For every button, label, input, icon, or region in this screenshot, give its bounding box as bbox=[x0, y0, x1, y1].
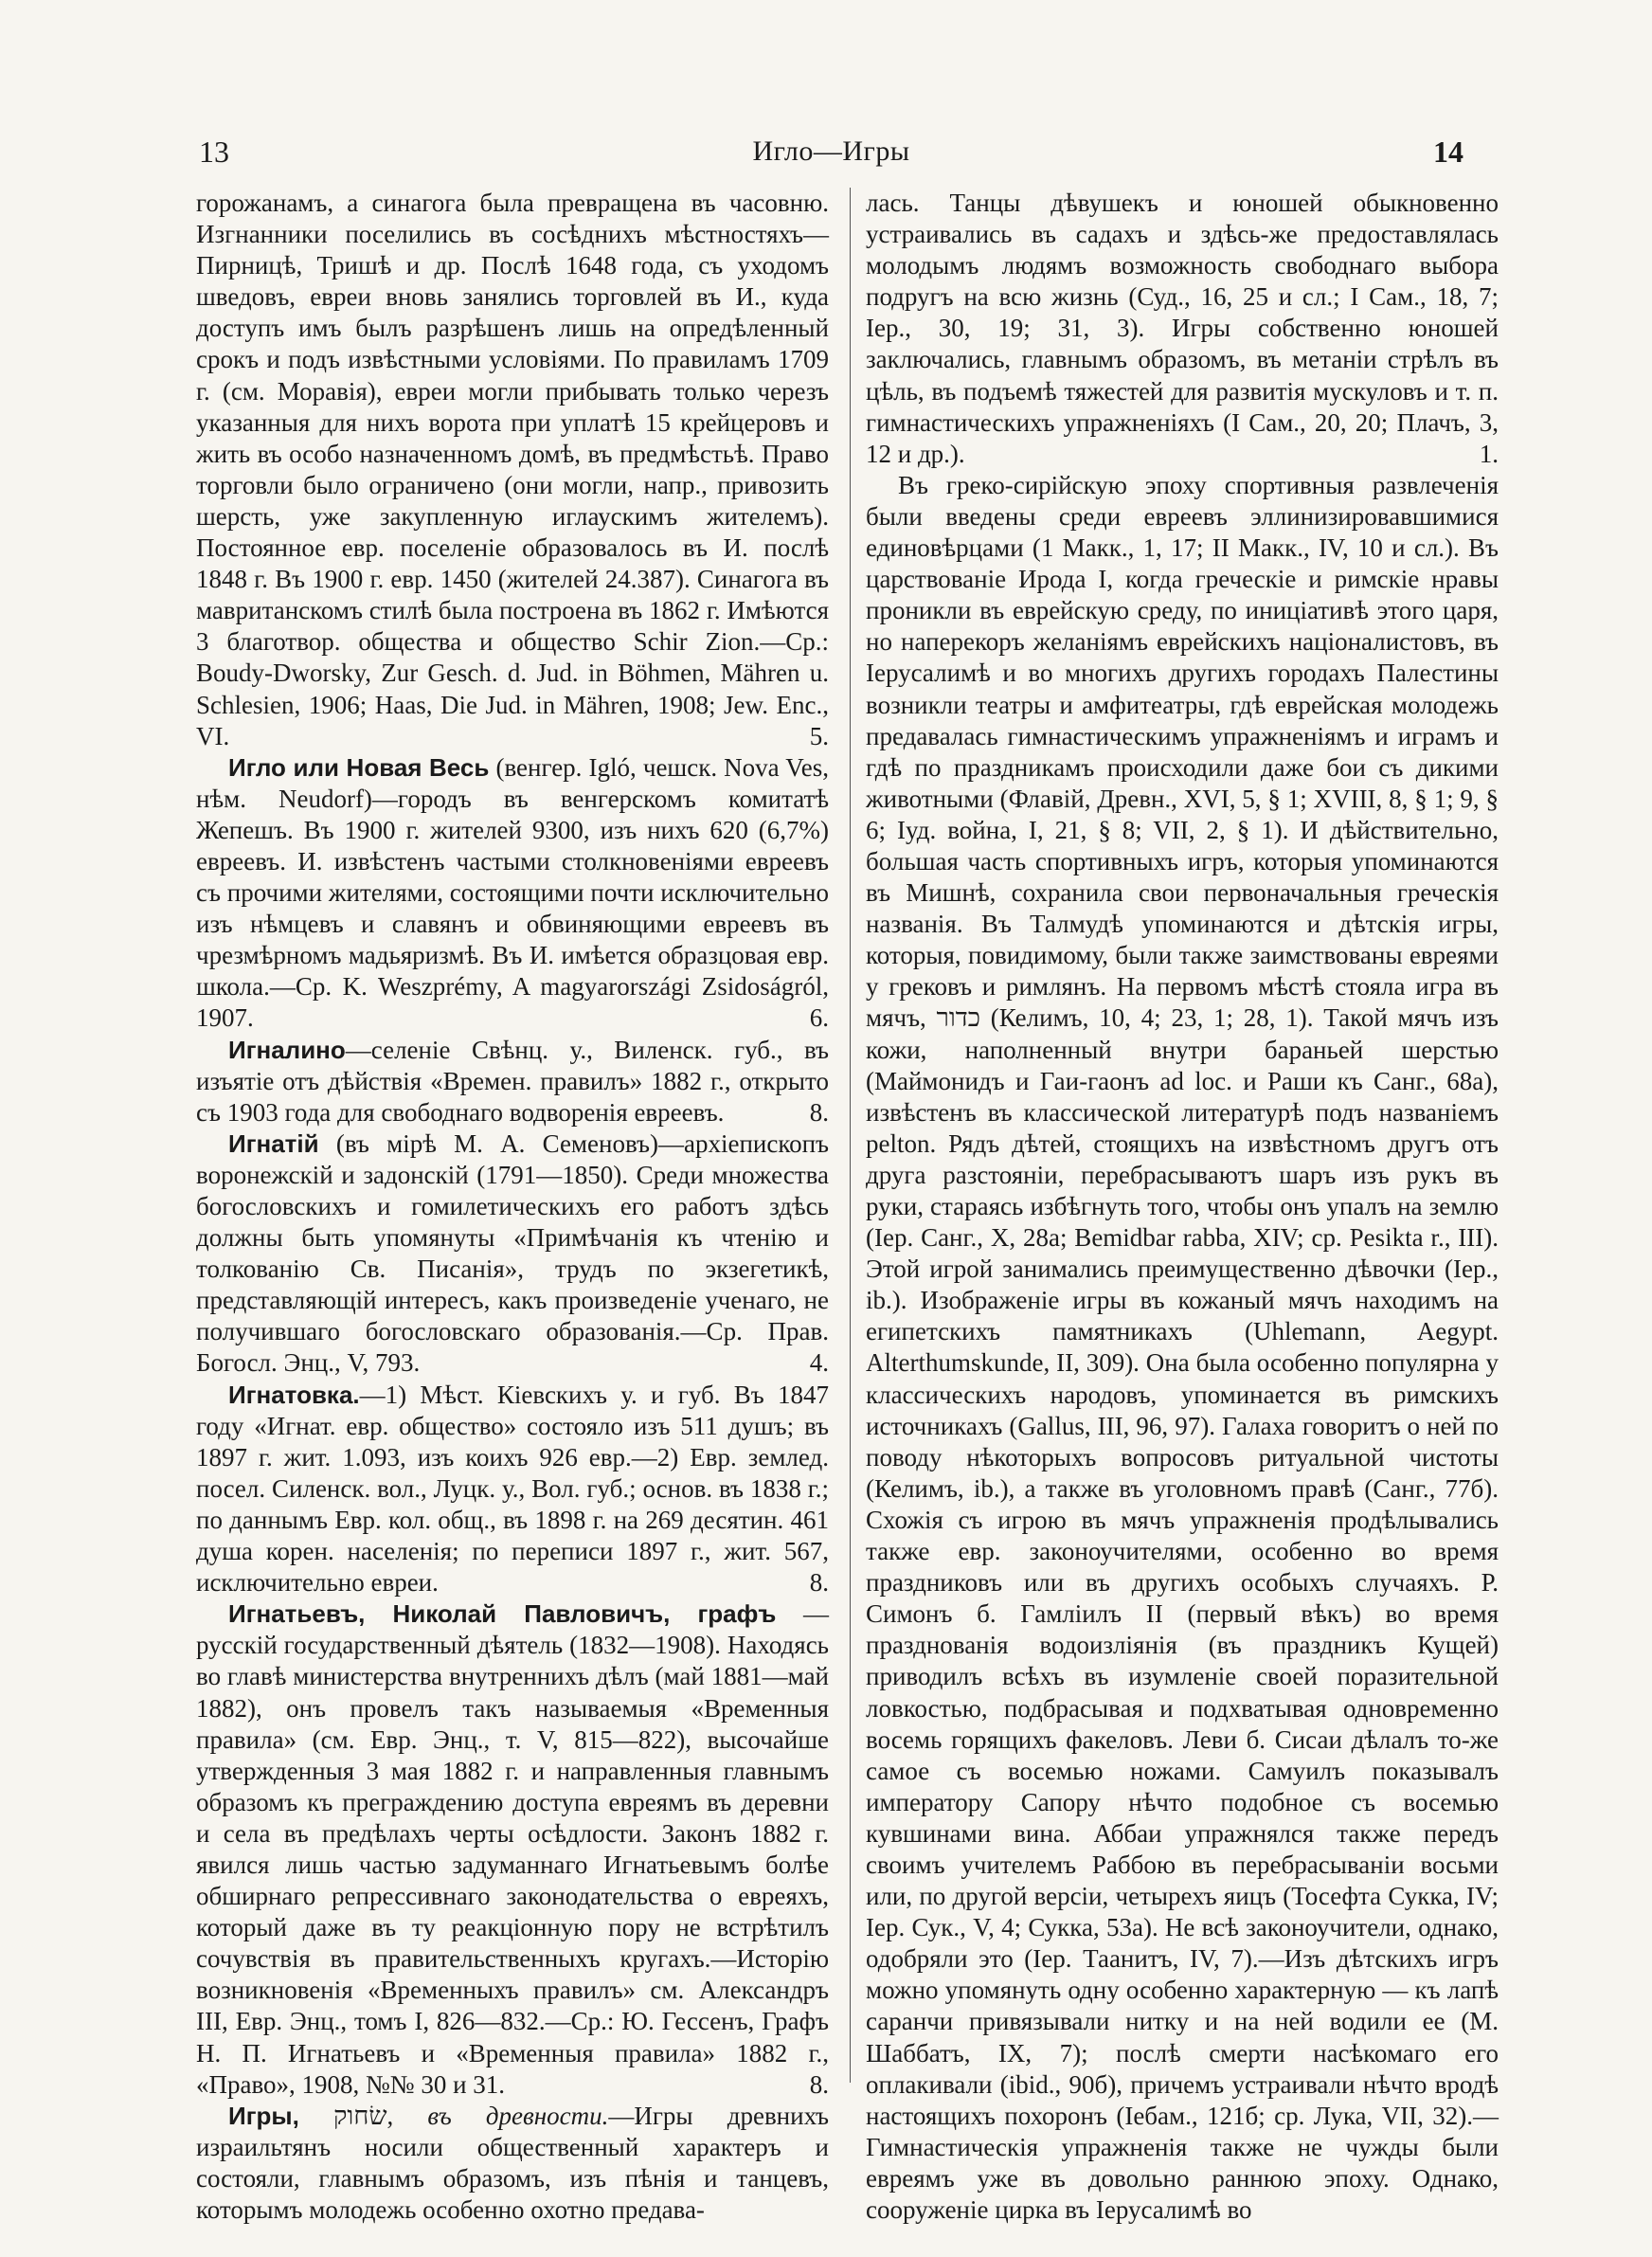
entry-text: —Игры древнихъ израильтянъ носили общественный характеръ и состояли, главнымъ образомъ, изъ пѣнія и танцевъ, которымъ молодежь особенно охотно предава- bbox=[196, 2101, 830, 2224]
author-signature: 8. bbox=[809, 2069, 829, 2099]
entry-headword: Игналино bbox=[228, 1035, 346, 1064]
column-divider bbox=[850, 188, 851, 2083]
entry-ignatovka bbox=[196, 1380, 829, 1599]
running-title: Игло—Игры bbox=[752, 135, 910, 167]
entry-text: —селеніе Свѣнц. у., Виленск. губ., въ изъятіе отъ дѣйствія «Времен. правилъ» 1882 г., открыто съ 1903 года для свободнаго водворенія евреевъ. bbox=[196, 1035, 829, 1127]
left-column bbox=[196, 188, 829, 2226]
entry-text: — русскій государственный дѣятель (1832—1908). Находясь во главѣ министерства внутреннихъ дѣлъ (май 1881—май 1882), онъ провелъ такъ называемыя «Временныя правила» (см. Евр. Энц., т. V, 815—822), высочайше утвержденныя 3 мая 1882 г. и направленныя главнымъ образомъ къ преграждению доступа евреямъ въ деревни и села въ предѣлахъ черты осѣдлости. Законъ 1882 г. явился лишь частью задуманнаго Игнатьевымъ болѣе обширнаго репрессивнаго законодательства о евреяхъ, который даже въ ту реакціонную пору не встрѣтилъ сочувствія въ правительственныхъ кругахъ.—Исторію возникновенія «Временныхъ правилъ» см. Александръ III, Евр. Энц., томъ I, 826—832.—Ср.: Ю. Гессенъ, Графъ Н. П. Игнатьевъ и «Временныя правила» 1882 г., «Право», 1908, №№ 30 и 31. bbox=[196, 1599, 829, 2099]
author-signature: 4. bbox=[809, 1348, 829, 1378]
entry-ignatiev bbox=[196, 1598, 829, 2101]
right-column bbox=[866, 188, 1499, 2226]
entry-text: горожанамъ, а синагога была превращена въ часовню. Изгнанники поселились въ сосѣднихъ мѣстностяхъ—Пирницѣ, Тришѣ и др. Послѣ 1648 года, съ уходомъ шведовъ, евреи вновь занялись торговлей въ И., куда доступъ имъ былъ разрѣшенъ лишь на опредѣленный срокъ и подъ извѣстными условіями. По правиламъ 1709 г. (см. Моравія), евреи могли прибывать только черезъ указанныя для нихъ ворота при уплатѣ 15 крейцеровъ и жить въ особо назначенномъ домѣ, въ предмѣстьѣ. Право торговли было ограничено (они могли, напр., привозить шерсть, уже закупленную иглаускимъ жителемъ). Постоянное евр. поселеніе образовалось въ И. послѣ 1848 г. Въ 1900 г. евр. 1450 (жителей 24.387). Синагога въ мавританскомъ стилѣ была построена въ 1862 г. Имѣются 3 благотвор. общества и общество Schir Zion.—Ср.: Boudy-Dworsky, Zur Gesch. d. Jud. in Böhmen, Mähren u. Schlesien, 1906; Haas, Die Jud. in Mähren, 1908; Jew. Enc., VI. bbox=[196, 189, 829, 750]
running-head bbox=[199, 131, 1463, 172]
entry-headword: Игнатьевъ, Николай Павловичъ, графъ bbox=[228, 1599, 777, 1629]
entry-ignalino bbox=[196, 1035, 829, 1128]
author-signature: 8. bbox=[809, 1568, 829, 1598]
entry-text: лась. Танцы дѣвушекъ и юношей обыкновенно устраивались въ садахъ и здѣсь-же предоставлялась молодымъ людямъ возможность свободнаго выбора подругъ на всю жизнь (Суд., 16, 25 и сл.; I Сам., 18, 7; Iep., 30, 19; 31, 3). Игры собственно юношей заключались, главнымъ образомъ, въ метаніи стрѣлъ въ цѣль, въ подъемѣ тяжестей для развитія мускуловъ и т. п. гимнастическихъ упражненіяхъ (I Сам., 20, 20; Плачъ, 3, 12 и др.). bbox=[866, 189, 1499, 468]
author-signature: 1. bbox=[1479, 439, 1499, 468]
entry-text: (венгер. Igló, чешск. Nova Ves, нѣм. Neudorf)—городъ въ венгерскомъ комитатѣ Жепешъ. Въ 1900 г. жителей 9300, изъ нихъ 620 (6,7%) евреевъ. И. извѣстенъ частыми столкновеніями евреевъ съ прочими жителями, состоящими почти исключительно изъ нѣмцевъ и славянъ и обвиняющими евреевъ въ чрезмѣрномъ мадьяризмѣ. Въ И. имѣется образцовая евр. школа.—Ср. K. Weszprémy, A magyarországi Zsidoságról, 1907. bbox=[196, 752, 829, 1033]
entry-igry-continuation bbox=[866, 188, 1499, 470]
entry-text: —1) Мѣст. Кіевскихъ у. и губ. Въ 1847 году «Игнат. евр. общество» состояло изъ 511 душъ; въ 1897 г. жит. 1.093, изъ коихъ 926 евр.—2) Евр. землед. посел. Силенск. вол., Луцк. у., Вол. губ.; основ. въ 1838 г.; по даннымъ Евр. кол. общ., въ 1898 г. на 269 десятин. 461 душа корен. населенія; по переписи 1897 г., жит. 567, исключительно евреи. bbox=[196, 1380, 829, 1598]
entry-igry bbox=[196, 2101, 829, 2226]
entry-headword: Игры, bbox=[228, 2101, 299, 2130]
entry-subtitle: въ древности. bbox=[427, 2101, 609, 2130]
entry-continuation bbox=[196, 188, 829, 752]
author-signature: 8. bbox=[809, 1097, 829, 1127]
entry-ignatiy bbox=[196, 1128, 829, 1380]
entry-igry-greco-syrian bbox=[866, 470, 1499, 2226]
author-signature: 5. bbox=[809, 721, 829, 750]
left-page-number: 13 bbox=[199, 135, 229, 169]
entry-headword: Игнатовка. bbox=[228, 1380, 360, 1409]
entry-headword: Игнатій bbox=[228, 1128, 319, 1158]
entry-iglo bbox=[196, 752, 829, 1035]
author-signature: 6. bbox=[809, 1003, 829, 1033]
entry-text: (въ мірѣ М. А. Семеновъ)—архіепископъ воронежскій и задонскій (1791—1850). Среди множества богословскихъ и гомилетическихъ его работъ здѣсь должны быть упомянуты «Примѣчанія къ чтенію и толкованію Св. Писанія», трудъ по экзегетикѣ, представляющій интересъ, какъ произведеніе ученаго, не получившаго богословскаго образованія.—Ср. Прав. Богосл. Энц., V, 793. bbox=[196, 1128, 829, 1378]
entry-text: Въ греко-сирійскую эпоху спортивныя развлеченія были введены среди евреевъ эллинизировавшимися единовѣрцами (1 Макк., 1, 17; II Макк., IV, 10 и сл.). Въ царствованіе Ирода I, когда греческіе и римскіе нравы проникли въ еврейскую среду, по иниціативѣ этого царя, но наперекоръ желаніямъ еврейскихъ націоналистовъ, въ Іерусалимѣ и во многихъ другихъ городахъ Палестины возникли театры и амфитеатры, гдѣ еврейская молодежь предавалась гимнастическимъ упражненіямъ и играмъ и гдѣ по праздникамъ происходили даже бои съ дикими животными (Флавій, Древн., XVI, 5, § 1; XVIII, 8, § 1; 9, § 6; Іуд. война, I, 21, § 8; VII, 2, § 1). И дѣйствительно, большая часть спортивныхъ игръ, которыя упоминаются въ Мишнѣ, сохранила свои первоначальныя греческія названія. Въ Талмудѣ упоминаются и дѣтскія игры, которыя, повидимому, были также заимствованы евреями у грековъ и римлянъ. На первомъ мѣстѣ стояла игра въ мячъ, כדור (Келимъ, 10, 4; 23, 1; 28, 1). Такой мячъ изъ кожи, наполненный внутри бараньей шерстью (Маймонидъ и Гаи-гаонъ ad loc. и Раши къ Санг., 68а), извѣстенъ въ классической литературѣ подъ названіемъ pelton. Рядъ дѣтей, стоящихъ на извѣстномъ другъ отъ друга разстояніи, перебрасываютъ шаръ изъ рукъ въ руки, стараясь избѣгнуть того, чтобы онъ упалъ на землю (Іер. Санг., X, 28а; Bemidbar rabba, XIV; ср. Pesikta r., III). Этой игрой занимались преимущественно дѣвочки (Іер., ib.). Изображеніе игры въ кожаный мячъ находимъ на египетскихъ памятникахъ (Uhlemann, Aegypt. Alterthumskunde, II, 309). Она была особенно популярна у классическихъ народовъ, упоминается въ римскихъ источникахъ (Gallus, III, 96, 97). Галаха говоритъ о ней по поводу нѣкоторыхъ вопросовъ ритуальной чистоты (Келимъ, ib.), а также въ уголовномъ правѣ (Санг., 77б). Схожія съ игрою въ мячъ упражненія продѣлывались также евр. законоучителями, особенно во время праздниковъ или въ другихъ особыхъ случаяхъ. Р. Симонъ б. Гамліилъ II (первый вѣкъ) во время празднованія водоизліянія (въ праздникъ Кущей) приводилъ всѣхъ въ изумленіе своей поразительной ловкостью, подбрасывая и подхватывая одновременно восемь горящихъ факеловъ. Леви б. Сисаи дѣлалъ то-же самое съ восемью ножами. Самуилъ показывалъ императору Сапору нѣчто подобное съ восемью кувшинами вина. Аббаи упражнялся также передъ своимъ учителемъ Раббою въ перебрасываніи восьми или, по другой версіи, четырехъ яицъ (Тосефта Сукка, IV; Іер. Сук., V, 4; Сукка, 53а). Не всѣ законоучители, однако, одобряли это (Іер. Таанитъ, IV, 7).—Изъ дѣтскихъ игръ можно упомянуть одну особенно характерную — къ лапѣ саранчи привязывали нитку и на ней водили ее (М. Шаббатъ, IX, 7); послѣ смерти насѣкомаго его оплакивали (ibid., 90б), причемъ устраивали нѣчто вродѣ настоящихъ похоронъ (Іебам., 121б; ср. Лука, VII, 32).—Гимнастическія упражненія также не чужды были евреямъ уже въ довольно раннюю эпоху. Однако, сооруженіе цирка въ Іерусалимѣ во bbox=[866, 470, 1499, 2224]
hebrew-term: שׂחוק, bbox=[298, 2101, 428, 2130]
entry-headword: Игло или Новая Весь bbox=[228, 752, 490, 782]
right-page-number: 14 bbox=[1433, 135, 1463, 169]
